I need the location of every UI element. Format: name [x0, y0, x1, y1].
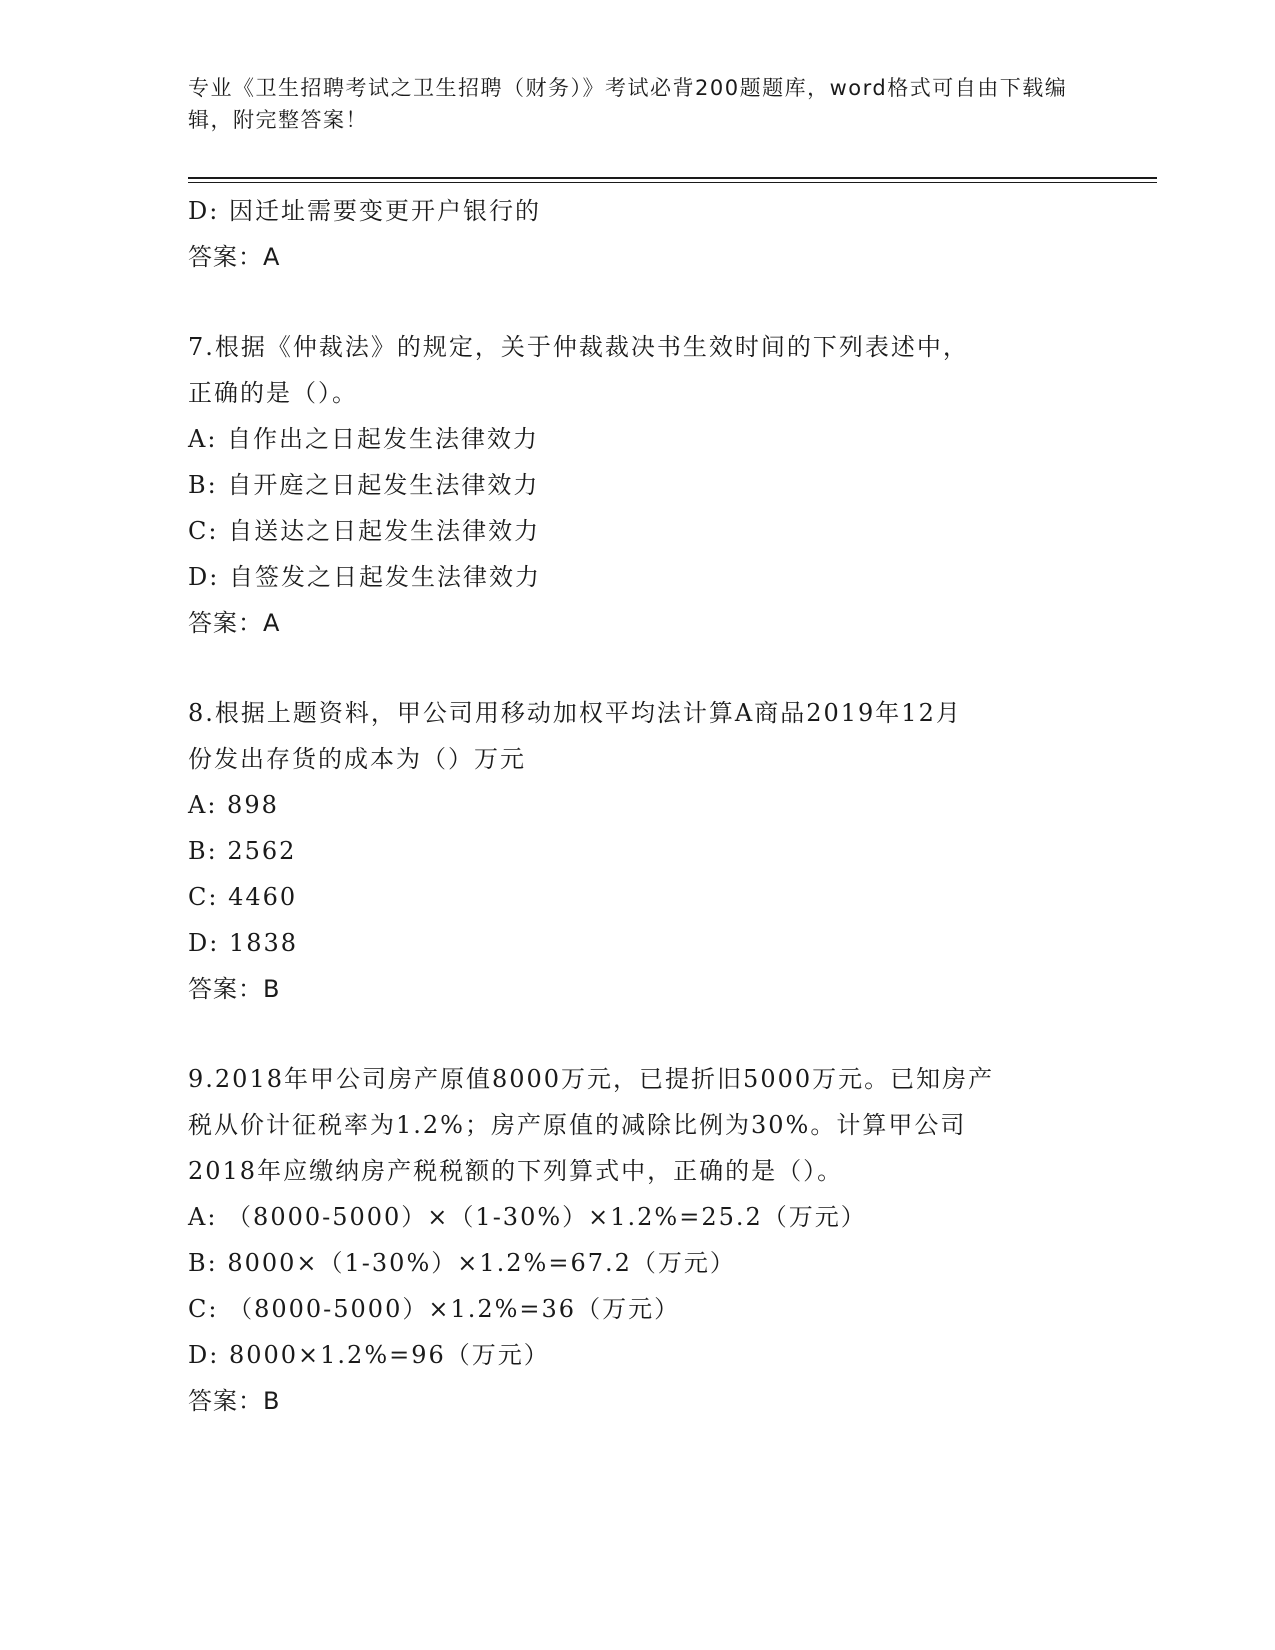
question-stem-line: 正确的是（）。 [188, 379, 358, 407]
answer-line: 答案：B [188, 1387, 281, 1415]
option-d: D: 8000×1.2%=96（万元） [188, 1341, 550, 1369]
question-7 [188, 324, 1088, 646]
option-c: C: （8000-5000）×1.2%=36（万元） [188, 1295, 681, 1323]
option-b: B: 2562 [188, 837, 297, 865]
option-c: C: 4460 [188, 883, 298, 911]
document-header: 专业《卫生招聘考试之卫生招聘（财务）》考试必背200题题库，word格式可自由下载编辑，附完整答案！ [188, 76, 1068, 132]
option-c: C: 自送达之日起发生法律效力 [188, 517, 541, 545]
header-divider-thick [188, 177, 1157, 179]
document-body [188, 188, 1088, 1424]
answer-line: 答案：A [188, 243, 281, 271]
question-stem-line: 份发出存货的成本为（）万元 [188, 745, 526, 773]
question-stem-line: 2018年应缴纳房产税税额的下列算式中，正确的是（）。 [188, 1157, 844, 1185]
question-stem-line: 7.根据《仲裁法》的规定，关于仲裁裁决书生效时间的下列表述中， [188, 333, 969, 361]
question-8 [188, 690, 1088, 1012]
option-b: B: 8000×（1-30%）×1.2%=67.2（万元） [188, 1249, 736, 1277]
answer-line: 答案：A [188, 609, 281, 637]
option-a: A: （8000-5000）×（1-30%）×1.2%=25.2（万元） [188, 1203, 867, 1231]
option-a: A: 898 [188, 791, 279, 819]
option-d: D: 因迁址需要变更开户银行的 [188, 197, 541, 225]
answer-line: 答案：B [188, 975, 281, 1003]
header-divider-thin [188, 182, 1157, 183]
question-stem-line: 8.根据上题资料，甲公司用移动加权平均法计算A商品2019年12月 [188, 699, 962, 727]
option-a: A: 自作出之日起发生法律效力 [188, 425, 540, 453]
question-stem-line: 税从价计征税率为1.2%；房产原值的减除比例为30%。计算甲公司 [188, 1111, 967, 1139]
question-9 [188, 1056, 1088, 1424]
continued-question [188, 188, 1088, 280]
question-stem-line: 9.2018年甲公司房产原值8000万元，已提折旧5000万元。已知房产 [188, 1065, 995, 1093]
option-b: B: 自开庭之日起发生法律效力 [188, 471, 540, 499]
option-d: D: 1838 [188, 929, 299, 957]
option-d: D: 自签发之日起发生法律效力 [188, 563, 541, 591]
